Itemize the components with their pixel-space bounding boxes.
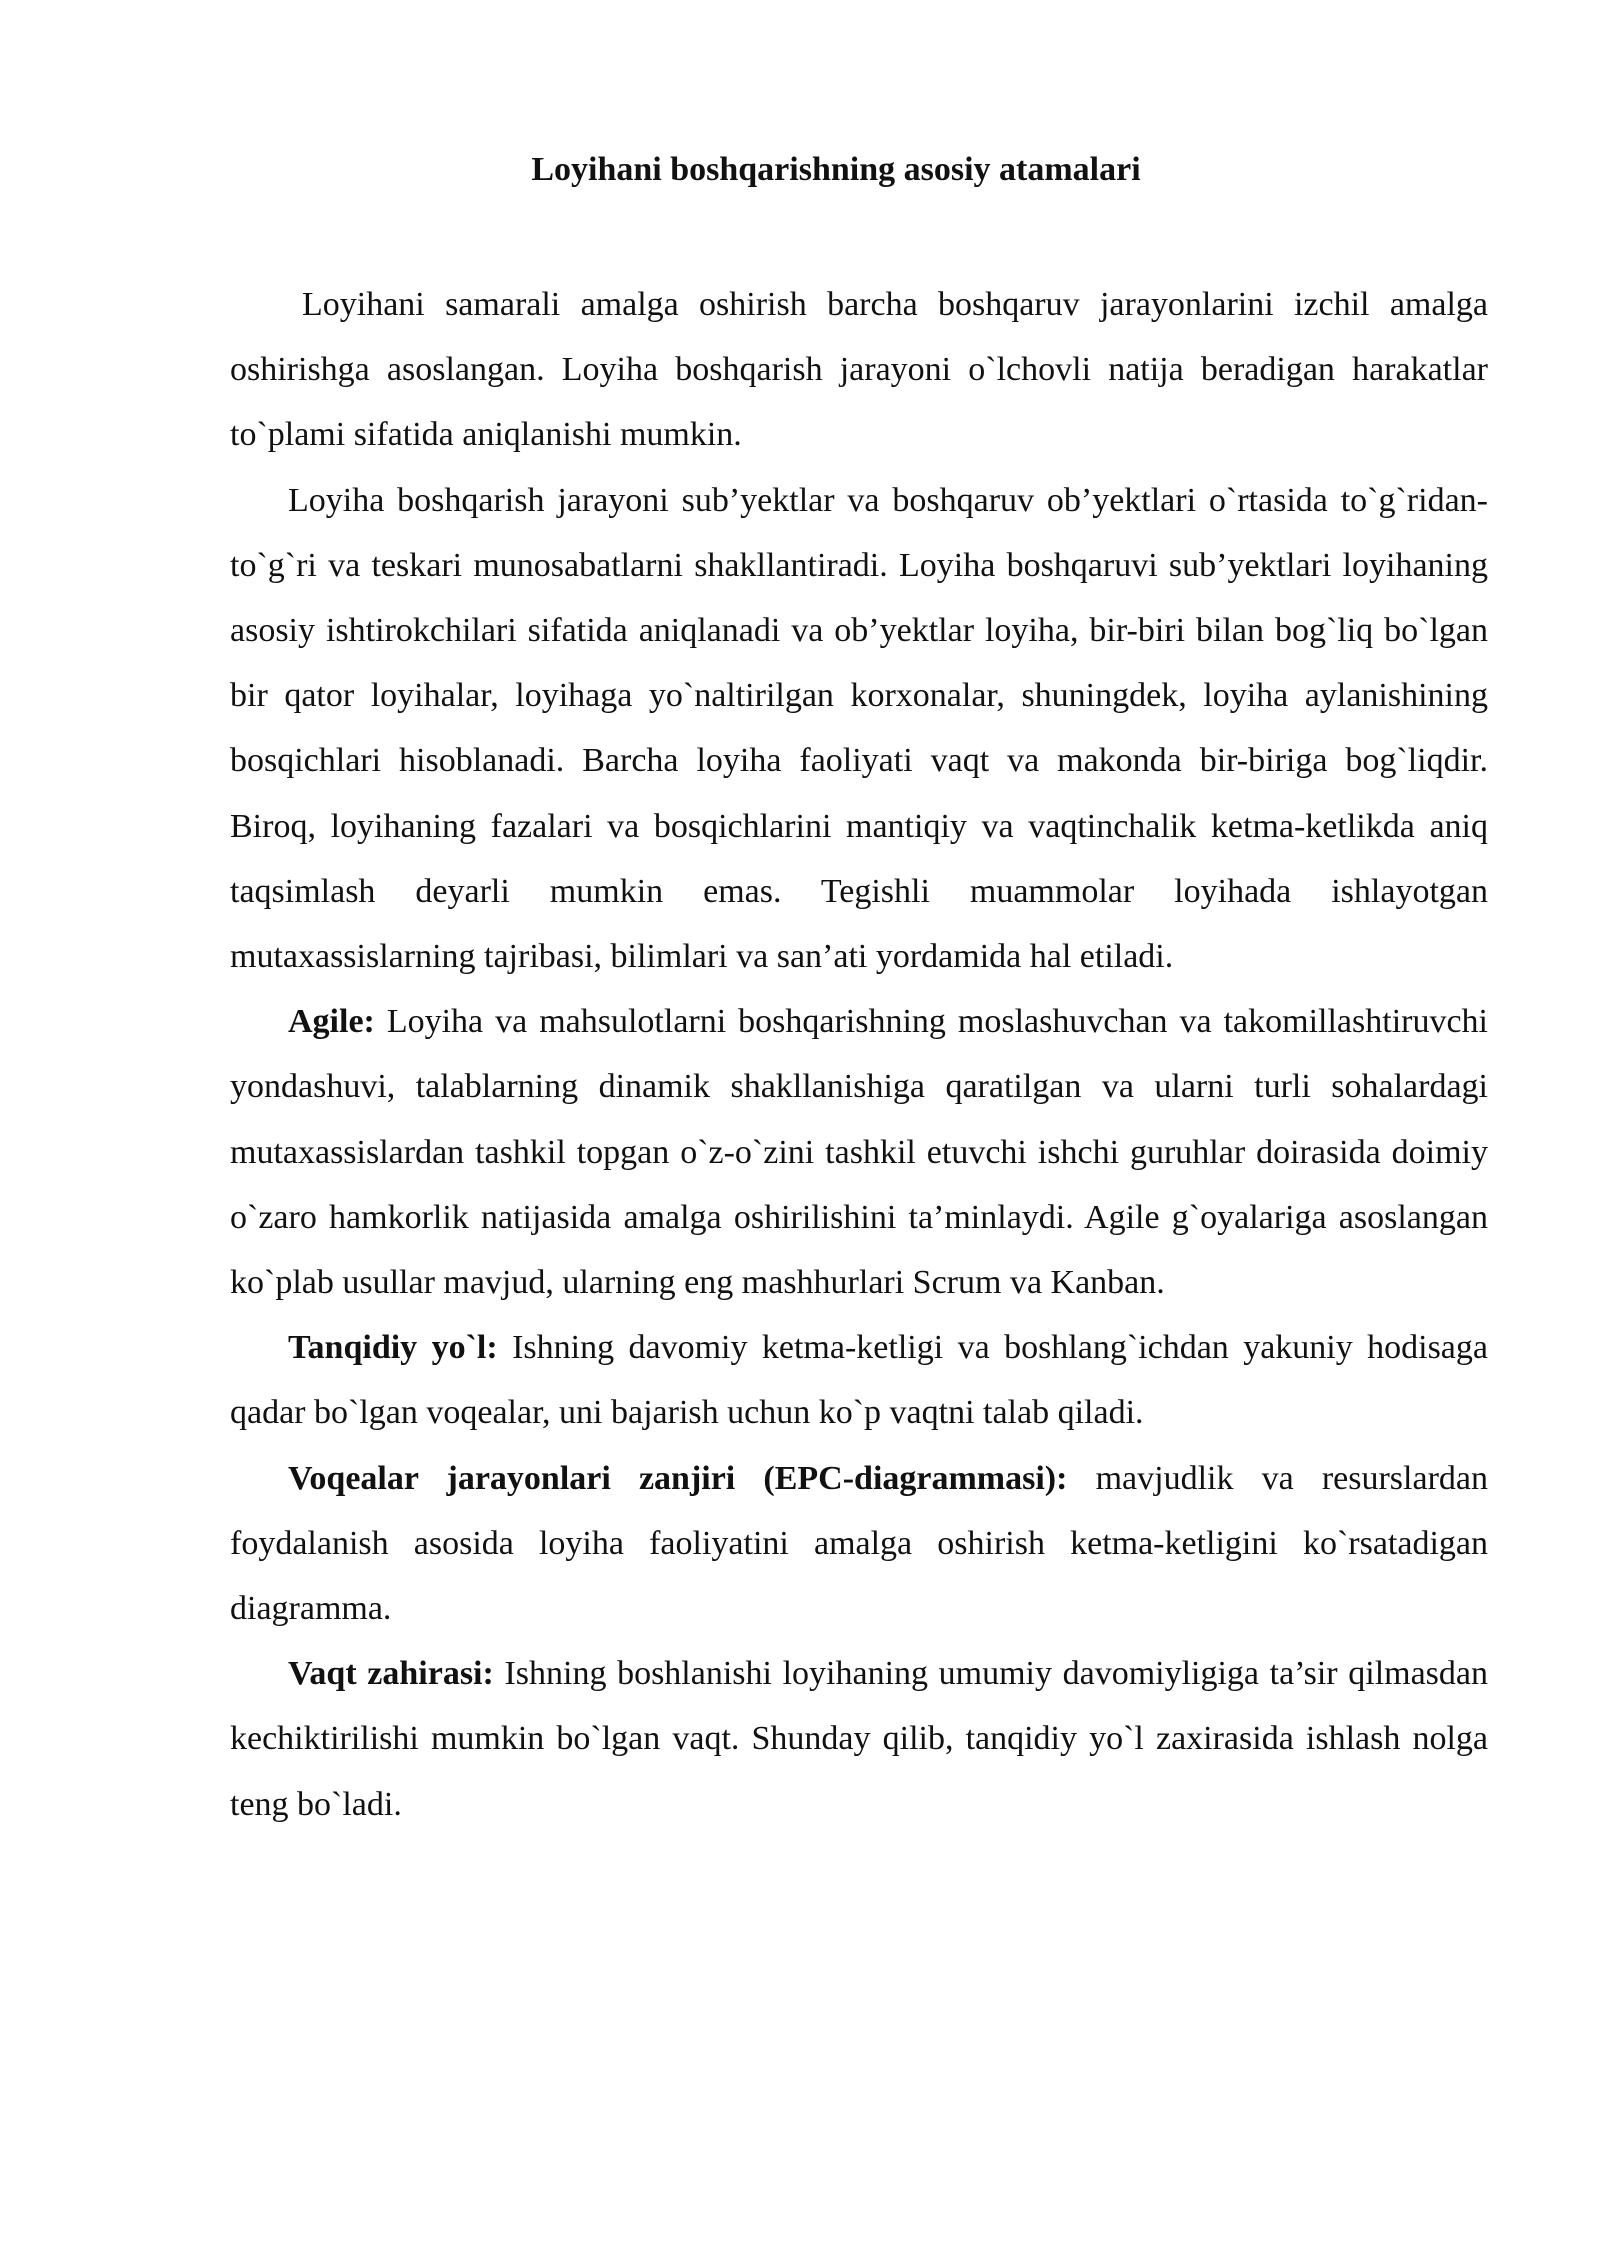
page-title: Loyihani boshqarishning asosiy atamalari (531, 151, 1141, 188)
definition-text: Loyiha va mahsulotlarni boshqarishning moslashuvchan va takomillashtiruvchi yondashuvi, talablarning dinamik shakllanishiga qaratilgan va ularni turli sohalardagi mutaxassislardan tashkil topgan o`z-o`zini tashkil etuvchi ishchi guruhlar doirasida doimiy o`zaro hamkorlik natijasida amalga oshirilishini ta’minlaydi. Agile g`oyalariga asoslangan ko`plab usullar mavjud, ularning eng mashhurlari Scrum va Kanban. (230, 1003, 1488, 1302)
definition-term: Vaqt zahirasi: (288, 1655, 494, 1693)
definition-text: Ishning boshlanishi loyihaning umumiy davomiyligiga ta’sir qilmasdan kechiktirilishi mumkin bo`lgan vaqt. Shunday qilib, tanqidiy yo`l zaxirasida ishlash nolga teng bo`ladi. (230, 1655, 1488, 1823)
definition-epc-diagram (230, 1446, 1488, 1642)
definition-critical-path (230, 1315, 1488, 1445)
definition-text: Ishning davomiy ketma-ketligi va boshlang`ichdan yakuniy hodisaga qadar bo`lgan voqealar, uni bajarish uchun ko`p vaqtni talab qiladi. (230, 1329, 1488, 1432)
paragraph-intro: Loyihani samarali amalga oshirish barcha boshqaruv jarayonlarini izchil amalga oshirishga asoslangan. Loyiha boshqarish jarayoni o`lchovli natija beradigan harakatlar to`plami sifatida aniqlanishi mumkin. (230, 286, 1488, 454)
definition-agile (230, 989, 1488, 1315)
definition-term: Tanqidiy yo`l: (288, 1329, 498, 1367)
definition-text: mavjudlik va resurslardan foydalanish asosida loyiha faoliyatini amalga oshirish ketma-ketligini ko`rsatadigan diagramma. (230, 1459, 1488, 1628)
definition-term: Voqealar jarayonlari zanjiri (EPC-diagrammasi): (288, 1459, 1068, 1497)
definition-time-reserve (230, 1641, 1488, 1837)
document-body (230, 272, 1488, 1837)
definition-term: Agile: (288, 1003, 375, 1041)
paragraph-process: Loyiha boshqarish jarayoni sub’yektlar va boshqaruv ob’yektlari o`rtasida to`g`ridan-to`g`ri va teskari munosabatlarni shakllantiradi. Loyiha boshqaruvi sub’yektlari loyihaning asosiy ishtirokchilari sifatida aniqlanadi va ob’yektlar loyiha, bir-biri bilan bog`liq bo`lgan bir qator loyihalar, loyihaga yo`naltirilgan korxonalar, shuningdek, loyiha aylanishining bosqichlari hisoblanadi. Barcha loyiha faoliyati vaqt va makonda bir-biriga bog`liqdir. Biroq, loyihaning fazalari va bosqichlarini mantiqiy va vaqtinchalik ketma-ketlikda aniq taqsimlash deyarli mumkin emas. Tegishli muammolar loyihada ishlayotgan mutaxassislarning tajribasi, bilimlari va san’ati yordamida hal etiladi. (230, 481, 1488, 976)
